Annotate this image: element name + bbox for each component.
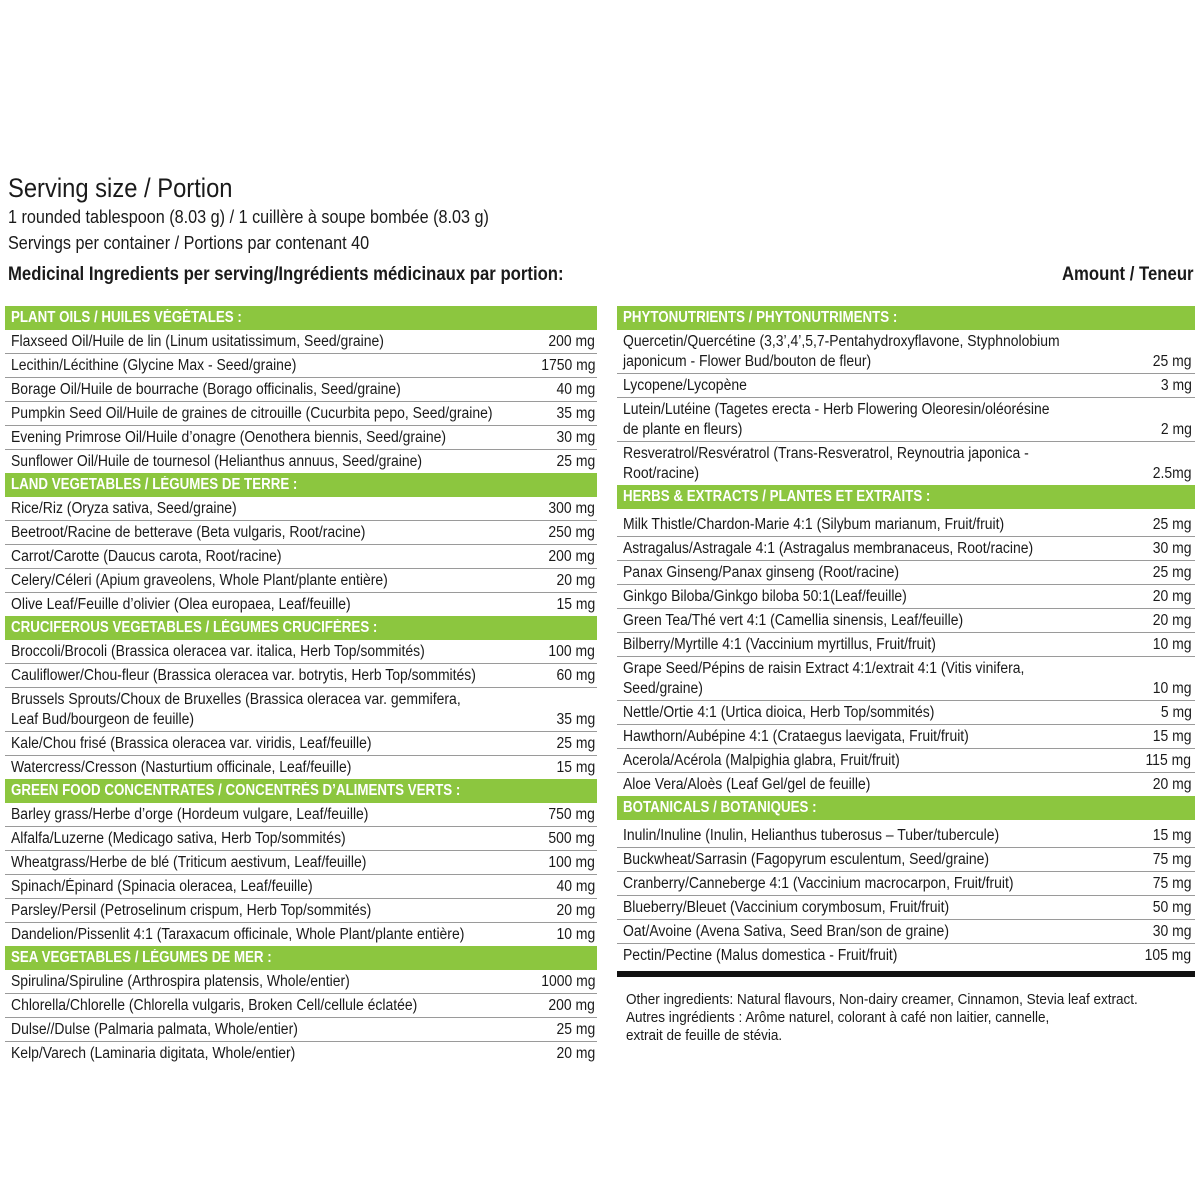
ingredient-amount: 60 mg bbox=[556, 667, 596, 684]
other-ingredients-fr: Autres ingrédients : Arôme naturel, colorant à café non laitier, cannelle, bbox=[626, 1009, 1050, 1026]
ingredient-amount: 25 mg bbox=[556, 735, 596, 752]
ingredient-amount: 115 mg bbox=[1145, 752, 1192, 769]
ingredient-name: Bilberry/Myrtille 4:1 (Vaccinium myrtillus, Fruit/fruit) bbox=[623, 636, 936, 653]
section-title: GREEN FOOD CONCENTRATES / CONCENTRÉS D’ALIMENTS VERTS : bbox=[11, 782, 461, 799]
ingredient-name: Kelp/Varech (Laminaria digitata, Whole/entier) bbox=[11, 1045, 296, 1062]
ingredient-amount: 25 mg bbox=[1152, 353, 1192, 370]
ingredient-row bbox=[5, 732, 597, 756]
ingredient-row bbox=[617, 773, 1195, 796]
ingredient-name: Grape Seed/Pépins de raisin Extract 4:1/extrait 4:1 (Vitis vinifera, Seed/graine) bbox=[623, 660, 1025, 697]
ingredient-name: Buckwheat/Sarrasin (Fagopyrum esculentum, Seed/graine) bbox=[623, 851, 989, 868]
ingredient-list bbox=[5, 803, 597, 946]
ingredient-row bbox=[617, 609, 1195, 633]
ingredient-name: Blueberry/Bleuet (Vaccinium corymbosum, Fruit/fruit) bbox=[623, 899, 950, 916]
serving-title: Serving size / Portion bbox=[8, 173, 233, 203]
ingredient-row bbox=[5, 521, 597, 545]
ingredient-row bbox=[5, 923, 597, 946]
section-header bbox=[5, 306, 597, 330]
ingredient-row bbox=[617, 848, 1195, 872]
ingredient-amount: 2.5mg bbox=[1152, 465, 1192, 482]
ingredient-row bbox=[617, 442, 1195, 485]
section-title: PLANT OILS / HUILES VÉGÉTALES : bbox=[11, 309, 242, 326]
ingredient-row bbox=[5, 1042, 597, 1065]
ingredient-row bbox=[617, 633, 1195, 657]
ingredient-name: Green Tea/Thé vert 4:1 (Camellia sinensis, Leaf/feuille) bbox=[623, 612, 964, 629]
ingredient-amount: 2 mg bbox=[1160, 421, 1192, 438]
ingredient-name: Kale/Chou frisé (Brassica oleracea var. viridis, Leaf/feuille) bbox=[11, 735, 372, 752]
section-title: PHYTONUTRIENTS / PHYTONUTRIMENTS : bbox=[623, 309, 898, 326]
ingredient-name: Nettle/Ortie 4:1 (Urtica dioica, Herb Top/sommités) bbox=[623, 704, 935, 721]
ingredient-name: Broccoli/Brocoli (Brassica oleracea var. italica, Herb Top/sommités) bbox=[11, 643, 425, 660]
ingredient-list bbox=[617, 513, 1195, 796]
section-title: HERBS & EXTRACTS / PLANTES ET EXTRAITS : bbox=[623, 488, 931, 505]
ingredient-name: Barley grass/Herbe d’orge (Hordeum vulgare, Leaf/feuille) bbox=[11, 806, 369, 823]
ingredient-row bbox=[5, 827, 597, 851]
ingredient-amount: 25 mg bbox=[556, 1021, 596, 1038]
ingredient-row bbox=[617, 513, 1195, 537]
ingredient-amount: 200 mg bbox=[548, 333, 596, 350]
ingredient-name: Cauliflower/Chou-fleur (Brassica oleracea var. botrytis, Herb Top/sommités) bbox=[11, 667, 476, 684]
other-ingredients-fr-cont: extrait de feuille de stévia. bbox=[626, 1027, 783, 1044]
ingredient-amount: 40 mg bbox=[556, 878, 596, 895]
ingredient-name: Celery/Céleri (Apium graveolens, Whole Plant/plante entière) bbox=[11, 572, 388, 589]
ingredient-name: Chlorella/Chlorelle (Chlorella vulgaris, Broken Cell/cellule éclatée) bbox=[11, 997, 418, 1014]
ingredient-row bbox=[5, 970, 597, 994]
ingredient-amount: 100 mg bbox=[548, 643, 596, 660]
ingredient-row bbox=[5, 664, 597, 688]
section-botanicals bbox=[617, 796, 1195, 967]
other-ingredients bbox=[617, 991, 1137, 1045]
ingredient-name: Olive Leaf/Feuille d’olivier (Olea europaea, Leaf/feuille) bbox=[11, 596, 351, 613]
ingredient-list bbox=[617, 330, 1195, 485]
ingredient-amount: 25 mg bbox=[1152, 516, 1192, 533]
ingredient-amount: 50 mg bbox=[1152, 899, 1192, 916]
ingredient-amount: 10 mg bbox=[556, 926, 596, 943]
ingredient-amount: 20 mg bbox=[1152, 776, 1192, 793]
section-plant-oils bbox=[5, 306, 597, 473]
ingredient-row bbox=[5, 688, 597, 732]
section-header bbox=[5, 779, 597, 803]
section-herbs-extracts bbox=[617, 485, 1195, 796]
ingredient-amount: 105 mg bbox=[1144, 947, 1192, 964]
ingredient-row bbox=[617, 896, 1195, 920]
medicinal-header bbox=[8, 264, 1194, 290]
ingredient-amount: 35 mg bbox=[556, 711, 596, 728]
ingredient-name: Rice/Riz (Oryza sativa, Seed/graine) bbox=[11, 500, 237, 517]
section-green-food-concentrates bbox=[5, 779, 597, 946]
ingredient-name: Lecithin/Lécithine (Glycine Max - Seed/graine) bbox=[11, 357, 297, 374]
ingredient-row bbox=[617, 330, 1195, 374]
ingredient-name: Quercetin/Quercétine (3,3’,4’,5,7-Pentahydroxyflavone, Styphnolobium japonicum - Flower Bud/bouton de fleur) bbox=[623, 333, 1060, 370]
ingredient-name: Panax Ginseng/Panax ginseng (Root/racine) bbox=[623, 564, 900, 581]
ingredient-name: Cranberry/Canneberge 4:1 (Vaccinium macrocarpon, Fruit/fruit) bbox=[623, 875, 1014, 892]
ingredient-amount: 20 mg bbox=[1152, 612, 1192, 629]
ingredient-amount: 1750 mg bbox=[540, 357, 596, 374]
ingredient-amount: 500 mg bbox=[548, 830, 596, 847]
ingredient-name: Ginkgo Biloba/Ginkgo biloba 50:1(Leaf/feuille) bbox=[623, 588, 907, 605]
right-column bbox=[617, 306, 1195, 1045]
ingredient-name: Lutein/Lutéine (Tagetes erecta - Herb Flowering Oleoresin/oléorésine de plante en fleurs) bbox=[623, 401, 1050, 438]
ingredient-row bbox=[5, 569, 597, 593]
ingredient-row bbox=[5, 756, 597, 779]
ingredient-row bbox=[617, 725, 1195, 749]
ingredient-row bbox=[5, 426, 597, 450]
medicinal-title: Medicinal Ingredients per serving/Ingrédients médicinaux par portion: bbox=[8, 264, 564, 285]
ingredient-list bbox=[617, 824, 1195, 967]
ingredient-row bbox=[5, 450, 597, 473]
ingredient-list bbox=[5, 970, 597, 1065]
section-title: CRUCIFEROUS VEGETABLES / LÉGUMES CRUCIFÈRES : bbox=[11, 619, 378, 636]
section-sea-vegetables bbox=[5, 946, 597, 1065]
ingredient-row bbox=[5, 803, 597, 827]
ingredient-row bbox=[617, 398, 1195, 442]
ingredient-amount: 30 mg bbox=[1152, 540, 1192, 557]
ingredient-amount: 30 mg bbox=[1152, 923, 1192, 940]
amount-title: Amount / Teneur bbox=[1062, 264, 1194, 285]
left-column bbox=[5, 306, 597, 1065]
ingredient-amount: 25 mg bbox=[556, 453, 596, 470]
ingredient-name: Hawthorn/Aubépine 4:1 (Crataegus laevigata, Fruit/fruit) bbox=[623, 728, 969, 745]
ingredient-amount: 1000 mg bbox=[540, 973, 596, 990]
ingredient-row bbox=[617, 701, 1195, 725]
ingredient-row bbox=[5, 354, 597, 378]
section-title: LAND VEGETABLES / LÉGUMES DE TERRE : bbox=[11, 476, 298, 493]
ingredient-name: Spirulina/Spiruline (Arthrospira platensis, Whole/entier) bbox=[11, 973, 350, 990]
ingredient-amount: 40 mg bbox=[556, 381, 596, 398]
serving-size: 1 rounded tablespoon (8.03 g) / 1 cuillère à soupe bombée (8.03 g) bbox=[8, 207, 489, 227]
ingredient-name: Sunflower Oil/Huile de tournesol (Helianthus annuus, Seed/graine) bbox=[11, 453, 422, 470]
ingredient-row bbox=[617, 561, 1195, 585]
ingredient-name: Pectin/Pectine (Malus domestica - Fruit/fruit) bbox=[623, 947, 898, 964]
ingredient-name: Dulse//Dulse (Palmaria palmata, Whole/entier) bbox=[11, 1021, 298, 1038]
ingredient-amount: 200 mg bbox=[548, 997, 596, 1014]
ingredient-row bbox=[5, 497, 597, 521]
ingredient-name: Borage Oil/Huile de bourrache (Borago officinalis, Seed/graine) bbox=[11, 381, 401, 398]
ingredient-amount: 15 mg bbox=[1152, 827, 1192, 844]
ingredient-row bbox=[5, 899, 597, 923]
ingredient-name: Wheatgrass/Herbe de blé (Triticum aestivum, Leaf/feuille) bbox=[11, 854, 367, 871]
ingredient-amount: 20 mg bbox=[556, 902, 596, 919]
ingredient-name: Watercress/Cresson (Nasturtium officinale, Leaf/feuille) bbox=[11, 759, 352, 776]
ingredient-amount: 25 mg bbox=[1152, 564, 1192, 581]
ingredient-name: Astragalus/Astragale 4:1 (Astragalus membranaceus, Root/racine) bbox=[623, 540, 1034, 557]
ingredient-row bbox=[5, 378, 597, 402]
ingredient-name: Lycopene/Lycopène bbox=[623, 377, 747, 394]
section-phytonutrients bbox=[617, 306, 1195, 485]
ingredient-amount: 15 mg bbox=[1152, 728, 1192, 745]
ingredient-amount: 35 mg bbox=[556, 405, 596, 422]
ingredient-amount: 20 mg bbox=[556, 1045, 596, 1062]
ingredient-name: Alfalfa/Luzerne (Medicago sativa, Herb Top/sommités) bbox=[11, 830, 346, 847]
ingredient-list bbox=[5, 497, 597, 616]
section-header bbox=[5, 946, 597, 970]
ingredient-name: Oat/Avoine (Avena Sativa, Seed Bran/son de graine) bbox=[623, 923, 949, 940]
ingredient-row bbox=[5, 330, 597, 354]
ingredient-row bbox=[617, 944, 1195, 967]
section-title: SEA VEGETABLES / LÉGUMES DE MER : bbox=[11, 949, 272, 966]
section-header bbox=[5, 616, 597, 640]
ingredient-row bbox=[5, 994, 597, 1018]
ingredient-row bbox=[617, 920, 1195, 944]
serving-info bbox=[8, 172, 1198, 256]
ingredient-name: Dandelion/Pissenlit 4:1 (Taraxacum officinale, Whole Plant/plante entière) bbox=[11, 926, 465, 943]
black-divider bbox=[617, 971, 1195, 977]
ingredient-amount: 3 mg bbox=[1160, 377, 1192, 394]
section-header bbox=[617, 796, 1195, 820]
ingredient-amount: 10 mg bbox=[1152, 680, 1192, 697]
ingredient-amount: 20 mg bbox=[556, 572, 596, 589]
ingredient-amount: 200 mg bbox=[548, 548, 596, 565]
other-ingredients-en: Other ingredients: Natural flavours, Non-dairy creamer, Cinnamon, Stevia leaf extract. bbox=[626, 991, 1138, 1008]
ingredient-name: Pumpkin Seed Oil/Huile de graines de citrouille (Cucurbita pepo, Seed/graine) bbox=[11, 405, 493, 422]
ingredient-amount: 15 mg bbox=[556, 759, 596, 776]
ingredient-row bbox=[5, 1018, 597, 1042]
section-title: BOTANICALS / BOTANIQUES : bbox=[623, 799, 817, 816]
ingredient-list bbox=[5, 640, 597, 779]
ingredient-amount: 75 mg bbox=[1152, 875, 1192, 892]
section-header bbox=[5, 473, 597, 497]
section-header bbox=[617, 485, 1195, 509]
ingredient-row bbox=[617, 824, 1195, 848]
ingredient-amount: 750 mg bbox=[548, 806, 596, 823]
ingredient-amount: 10 mg bbox=[1152, 636, 1192, 653]
ingredient-amount: 20 mg bbox=[1152, 588, 1192, 605]
ingredient-name: Inulin/Inuline (Inulin, Helianthus tuberosus – Tuber/tubercule) bbox=[623, 827, 1000, 844]
ingredient-row bbox=[5, 545, 597, 569]
ingredient-name: Aloe Vera/Aloès (Leaf Gel/gel de feuille) bbox=[623, 776, 871, 793]
ingredient-name: Flaxseed Oil/Huile de lin (Linum usitatissimum, Seed/graine) bbox=[11, 333, 384, 350]
ingredient-name: Acerola/Acérola (Malpighia glabra, Fruit/fruit) bbox=[623, 752, 900, 769]
ingredient-name: Brussels Sprouts/Choux de Bruxelles (Brassica oleracea var. gemmifera, Leaf Bud/bourgeon de feuille) bbox=[11, 691, 461, 728]
ingredient-row bbox=[5, 593, 597, 616]
section-header bbox=[617, 306, 1195, 330]
ingredient-name: Spinach/Épinard (Spinacia oleracea, Leaf/feuille) bbox=[11, 878, 313, 895]
ingredient-list bbox=[5, 330, 597, 473]
ingredient-row bbox=[617, 585, 1195, 609]
ingredient-name: Parsley/Persil (Petroselinum crispum, Herb Top/sommités) bbox=[11, 902, 372, 919]
section-land-vegetables bbox=[5, 473, 597, 616]
ingredient-row bbox=[617, 374, 1195, 398]
ingredient-amount: 30 mg bbox=[556, 429, 596, 446]
section-cruciferous-vegetables bbox=[5, 616, 597, 779]
ingredient-row bbox=[5, 402, 597, 426]
servings-per-container: Servings per container / Portions par contenant 40 bbox=[8, 233, 370, 253]
ingredient-row bbox=[617, 537, 1195, 561]
ingredient-row bbox=[5, 875, 597, 899]
ingredient-name: Evening Primrose Oil/Huile d’onagre (Oenothera biennis, Seed/graine) bbox=[11, 429, 447, 446]
ingredient-row bbox=[617, 872, 1195, 896]
ingredient-name: Milk Thistle/Chardon-Marie 4:1 (Silybum marianum, Fruit/fruit) bbox=[623, 516, 1005, 533]
ingredient-name: Carrot/Carotte (Daucus carota, Root/racine) bbox=[11, 548, 282, 565]
ingredient-row bbox=[617, 657, 1195, 701]
ingredient-amount: 75 mg bbox=[1152, 851, 1192, 868]
ingredient-row bbox=[5, 640, 597, 664]
ingredient-amount: 5 mg bbox=[1160, 704, 1192, 721]
ingredient-row bbox=[617, 749, 1195, 773]
ingredient-amount: 300 mg bbox=[548, 500, 596, 517]
ingredient-amount: 100 mg bbox=[548, 854, 596, 871]
ingredient-name: Resveratrol/Resvératrol (Trans-Resveratrol, Reynoutria japonica - Root/racine) bbox=[623, 445, 1029, 482]
ingredient-name: Beetroot/Racine de betterave (Beta vulgaris, Root/racine) bbox=[11, 524, 366, 541]
ingredient-row bbox=[5, 851, 597, 875]
ingredient-amount: 15 mg bbox=[556, 596, 596, 613]
ingredient-amount: 250 mg bbox=[548, 524, 596, 541]
